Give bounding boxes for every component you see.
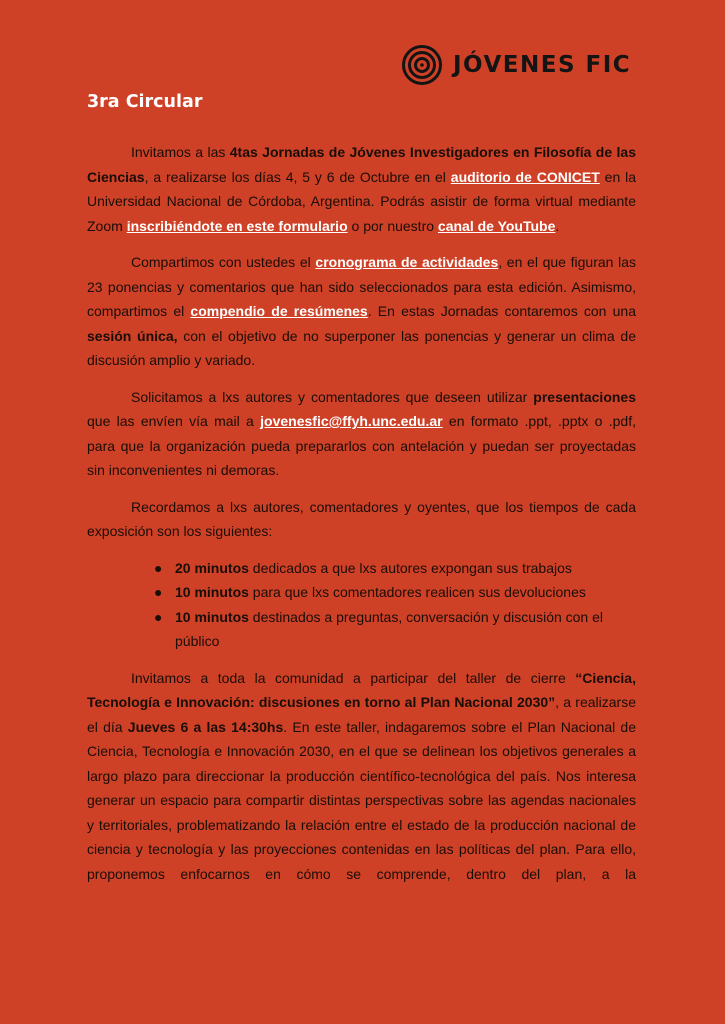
text: o por nuestro bbox=[347, 217, 438, 234]
text: que las envíen vía mail a bbox=[87, 413, 261, 429]
text: con el objetivo de no superponer las ponencias y generar un clima de discusión amplio y variado. bbox=[87, 327, 636, 368]
bullet-icon: ● bbox=[154, 584, 163, 600]
paragraph-invitation bbox=[87, 140, 636, 238]
text: , a realizarse los días 4, 5 y 6 de Octubre en el bbox=[144, 168, 451, 185]
logo-text: JÓVENES FIC bbox=[453, 52, 632, 78]
text: Solicitamos a lxs autores y comentadores que deseen utilizar bbox=[131, 388, 534, 405]
text: para que lxs comentadores realicen sus devoluciones bbox=[248, 584, 586, 600]
bullet-icon: ● bbox=[154, 608, 163, 625]
paragraph-schedule bbox=[87, 250, 636, 373]
text: Invitamos a las bbox=[131, 144, 230, 160]
event-name: 4tas Jornadas de Jóvenes Investigadores en Filosofía de las Ciencias bbox=[87, 144, 636, 185]
link-registration-form[interactable]: inscribiéndote en este formulario bbox=[126, 217, 348, 234]
times-list bbox=[87, 556, 636, 654]
link-auditorio-conicet[interactable]: auditorio de CONICET bbox=[450, 168, 600, 185]
paragraph-presentations bbox=[87, 385, 636, 483]
list-item bbox=[154, 556, 636, 581]
duration: 10 minutos bbox=[175, 608, 249, 625]
paragraph-workshop bbox=[87, 666, 636, 887]
link-youtube-channel[interactable]: canal de YouTube bbox=[437, 217, 556, 234]
text: en formato .ppt, .pptx o .pdf, para que la organización pueda prepararlos con antelación y puedan ser proyectadas sin inconvenientes ni demoras. bbox=[87, 413, 636, 478]
text: . En estas Jornadas contaremos con una bbox=[367, 303, 637, 319]
duration: 20 minutos bbox=[175, 559, 249, 576]
email-link[interactable]: jovenesfic@ffyh.unc.edu.ar bbox=[260, 413, 443, 429]
single-session: sesión única, bbox=[87, 327, 178, 344]
list-item bbox=[154, 580, 636, 605]
text: , a realizarse el día bbox=[87, 694, 636, 735]
link-abstracts[interactable]: compendio de resúmenes bbox=[190, 303, 368, 319]
link-schedule[interactable]: cronograma de actividades bbox=[315, 254, 499, 270]
circular-body bbox=[87, 140, 636, 886]
bullet-icon: ● bbox=[154, 559, 163, 576]
duration: 10 minutos bbox=[175, 584, 249, 600]
text: , en el que figuran las 23 ponencias y comentarios que han sido seleccionados para esta edición. Asimismo, compartimos el bbox=[87, 254, 636, 319]
text: dedicados a que lxs autores expongan sus trabajos bbox=[248, 559, 572, 576]
text: destinados a preguntas, conversación y discusión con el público bbox=[175, 608, 604, 649]
page-title: 3ra Circular bbox=[87, 92, 203, 112]
workshop-date: Jueves 6 a las 14:30hs bbox=[127, 718, 284, 735]
text: Recordamos a lxs autores, comentadores y oyentes, que los tiempos de cada exposición son los siguientes: bbox=[87, 498, 636, 539]
concentric-circles-icon bbox=[402, 45, 442, 85]
text: . En este taller, indagaremos sobre el Plan Nacional de Ciencia, Tecnología e Innovación 2030, en el que se delinean los objetivos generales a largo plazo para direccionar la producción científico-tecnológica del país. Nos interesa generar un espacio para compartir distintas perspectivas sobre las agendas nacionales y territoriales, problematizando la relación entre el estado de la producción nacional de ciencia y tecnología y las proyecciones contenidas en las políticas del plan. Para ello, proponemos enfocarnos en cómo se comprende, dentro del plan, a la bbox=[87, 718, 636, 882]
workshop-title: “Ciencia, Tecnología e Innovación: discusiones en torno al Plan Nacional 2030” bbox=[87, 669, 636, 710]
text: . bbox=[555, 217, 560, 234]
header-logo bbox=[402, 44, 631, 86]
text: Compartimos con ustedes el bbox=[131, 254, 316, 270]
text: en la Universidad Nacional de Córdoba, Argentina. Podrás asistir de forma virtual mediante Zoom bbox=[87, 168, 637, 234]
text: Invitamos a toda la comunidad a participar del taller de cierre bbox=[131, 669, 576, 686]
presentations-label: presentaciones bbox=[533, 388, 636, 405]
list-item bbox=[154, 605, 636, 654]
paragraph-times bbox=[87, 495, 636, 544]
